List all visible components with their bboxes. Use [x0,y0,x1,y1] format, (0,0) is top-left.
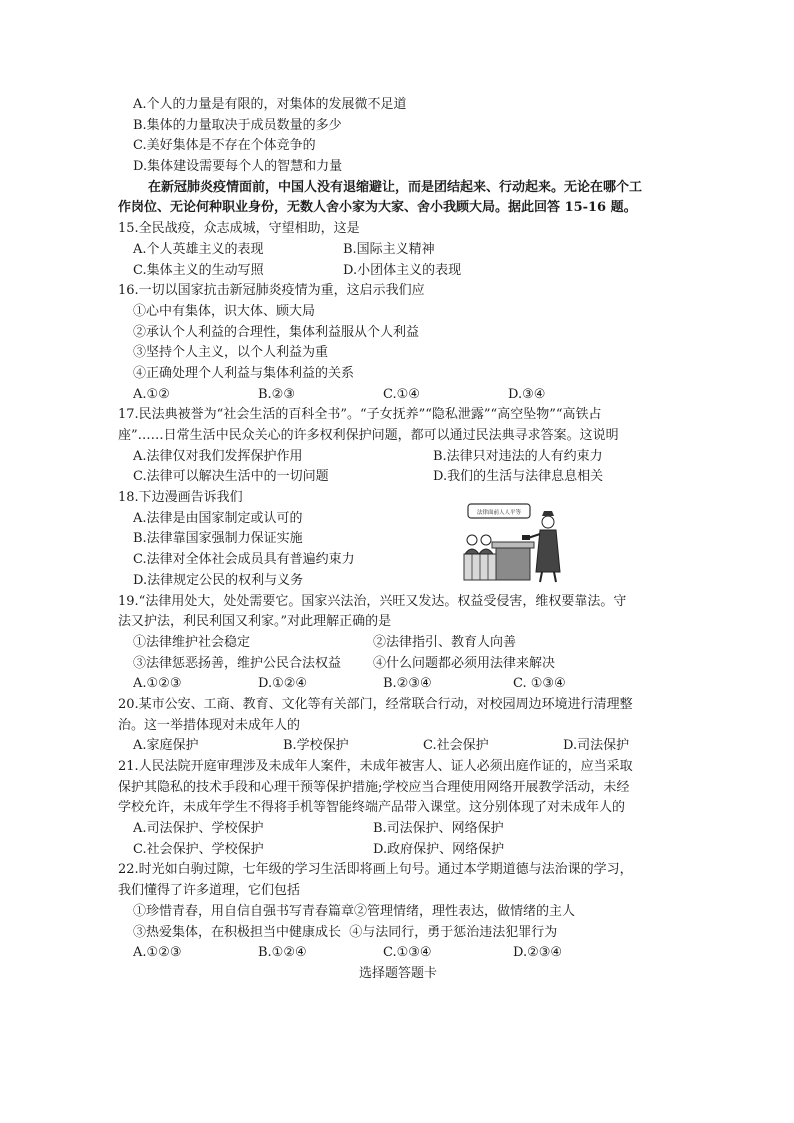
q14-option-d: D.集体建设需要每个人的智慧和力量 [133,159,343,175]
q17-stem-2: 座”……日常生活中民众关心的许多权利保护问题，都可以通过民法典寻求答案。这说明 [118,428,619,443]
q16-stem: 16.一切以国家抗击新冠肺炎疫情为重，这启示我们应 [118,283,425,299]
q15-options-row2 [118,261,678,282]
q18-stem: 18.下边漫画告诉我们 [118,490,243,506]
cartoon-judge [542,516,554,528]
q17-options-row1 [118,447,678,468]
q19-option-1: A.①②③ [133,676,182,692]
q22-option-b: B.①②④ [258,945,307,961]
q16-item-1: ①心中有集体，识大体、顾大局 [133,303,316,319]
cartoon-person-1 [467,535,477,545]
q17-stem-1: 17.民法典被誉为“社会生活的百科全书”。“子女抚养”“隐私泄露”“高空坠物”“高铁占 [118,407,602,423]
cartoon-gavel [522,535,530,540]
q14-option-c: C.美好集体是不存在个体竞争的 [133,138,316,154]
q22-option-a: A.①②③ [133,945,182,961]
q19-item-3: ③法律惩恶扬善，维护公民合法权益 [133,655,342,671]
question-content [118,95,678,985]
q19-option-4: C. ①③④ [513,676,566,692]
q16-option-b: B.②③ [258,386,295,402]
q17-option-d: D.我们的生活与法律息息相关 [433,469,604,485]
q22-option-d: D.②③④ [513,945,563,961]
q19-option-2: D.①②④ [258,676,308,692]
q18-option-c: C.法律对全体社会成员具有普遍约束力 [133,552,355,568]
q15-option-c: C.集体主义的生动写照 [133,262,264,278]
q21-options-row2 [118,840,678,861]
q18-option-d: D.法律规定公民的权利与义务 [133,572,304,588]
q20-option-c: C.社会保护 [423,738,489,754]
q16-item-3: ③坚持个人主义，以个人利益为重 [133,345,329,361]
q16-item-4: ④正确处理个人利益与集体利益的关系 [133,365,355,381]
q18-option-a: A.法律是由国家制定或认可的 [133,510,303,526]
q22-items-row1 [118,902,678,923]
q20-option-a: A.家庭保护 [133,738,199,754]
q22-item-2: ②管理情绪，理性表达，做情绪的主人 [354,903,576,919]
q16-option-a: A.①② [133,386,170,402]
q15-options-row1 [118,240,678,261]
q15-option-d: D.小团体主义的表现 [343,262,462,278]
q19-stem-1: 19.“法律用处大，处处需要它。国家兴法治，兴旺又发达。权益受侵害，维权要靠法。守 [118,593,627,609]
q22-item-4: ④与法同行，勇于惩治违法犯罪行为 [349,924,558,940]
q22-option-c: C.①③④ [383,945,432,961]
q21-option-a: A.司法保护、学校保护 [133,821,264,837]
q16-option-d: D.③④ [508,386,546,402]
q22-options [118,943,678,964]
q18-option-b: B.法律靠国家强制力保证实施 [133,531,303,547]
q21-option-b: B.司法保护、网络保护 [373,821,504,837]
material-line-1: 在新冠肺炎疫情面前，中国人没有退缩避让，而是团结起来、行动起来。无论在哪个工 [148,179,643,195]
q14-option-b: B.集体的力量取决于成员数量的多少 [133,117,342,133]
q16-item-2: ②承认个人利益的合理性，集体利益服从个人利益 [133,324,420,340]
material-line-2: 作岗位、无论何种职业身份，无数人舍小家为大家、舍小我顾大局。据此回答 15-16 题。 [118,200,637,216]
q22-stem-1: 22.时光如白驹过隙，七年级的学习生活即将画上句号。通过本学期道德与法治课的学习， [118,862,633,878]
q20-option-d: D.司法保护 [563,738,630,754]
q14-option-a: A.个人的力量是有限的，对集体的发展微不足道 [133,97,407,112]
cartoon-podium [496,546,530,580]
q17-option-b: B.法律只对违法的人有约束力 [433,448,603,464]
q16-options [118,385,678,406]
q21-option-c: C.社会保护、学校保护 [133,841,264,857]
q22-item-3: ③热爱集体，在积极担当中健康成长 [133,924,342,940]
q19-item-2: ②法律指引、教育人向善 [373,634,517,650]
q21-option-d: D.政府保护、网络保护 [373,841,505,857]
q15-stem: 15.全民战疫，众志成城，守望相助，这是 [118,221,360,237]
q21-stem-3: 学校允许，未成年学生不得将手机等智能终端产品带入课堂。这分别体现了对未成年人的 [118,800,626,816]
q22-stem-2: 我们懂得了许多道理，它们包括 [118,883,301,899]
answer-card-title: 选择题答题卡 [358,965,437,981]
q15-option-b: B.国际主义精神 [343,241,435,257]
q19-items-row2 [118,654,678,675]
q19-options [118,674,678,695]
q19-items-row1 [118,633,678,654]
q19-option-3: B.②③④ [383,676,432,692]
q19-stem-2: 法又护法，利民利国又利家。”对此理解正确的是 [118,614,392,630]
q22-items-row2 [118,923,678,944]
q16-option-c: C.①④ [383,386,420,402]
q19-item-1: ①法律维护社会稳定 [133,634,251,650]
q20-stem-2: 治。这一举措体现对未成年人的 [118,717,301,733]
q21-stem-1: 21.人民法院开庭审理涉及未成年人案件，未成年被害人、证人必须出庭作证的，应当采取 [118,759,633,774]
q20-options [118,736,678,757]
cartoon-banner-text: 法律面前人人平等 [476,510,522,516]
q21-stem-2: 保护其隐私的技术手段和心理干预等保护措施;学校应当合理使用网络开展教学活动，未经 [118,779,630,795]
q17-options-row2 [118,467,678,488]
q19-item-4: ④什么问题都必须用法律来解决 [373,655,556,671]
q18-cartoon [462,502,574,584]
q22-item-1: ①珍惜青春，用自信自强书写青春篇章 [133,903,355,919]
q17-option-a: A.法律仅对我们发挥保护作用 [133,448,303,464]
cartoon-person-2 [481,535,491,545]
q20-stem-1: 20.某市公安、工商、教育、文化等有关部门，经常联合行动，对校园周边环境进行清理整 [118,696,633,712]
q17-option-c: C.法律可以解决生活中的一切问题 [133,469,329,485]
q21-options-row1 [118,819,678,840]
q20-option-b: B.学校保护 [283,738,349,754]
q15-option-a: A.个人英雄主义的表现 [133,241,264,257]
